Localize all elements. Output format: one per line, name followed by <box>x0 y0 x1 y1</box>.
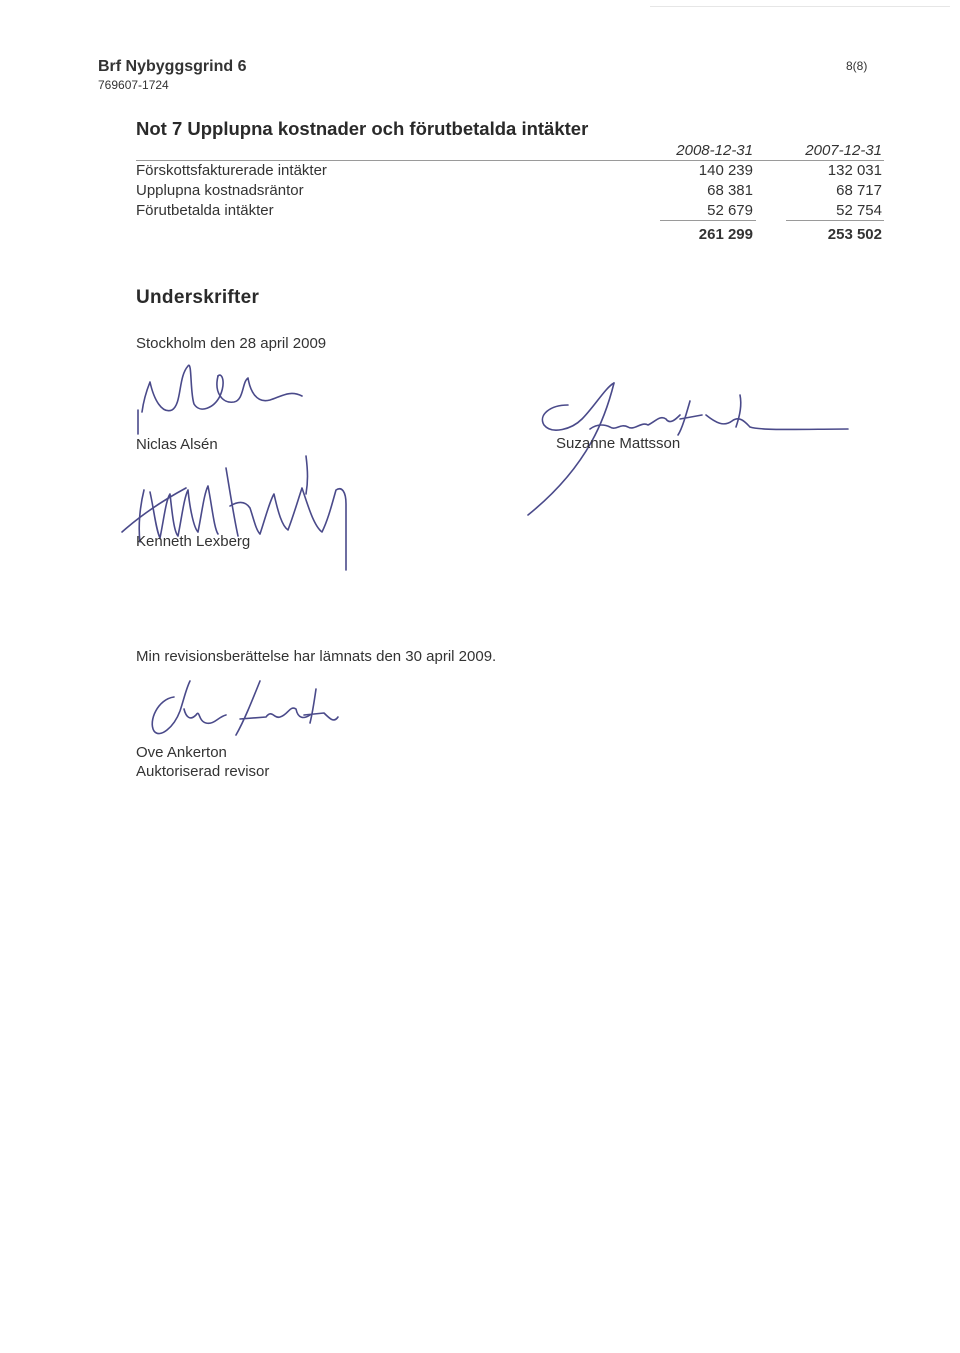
signatures-heading: Underskrifter <box>136 287 260 308</box>
total-2008: 261 299 <box>698 226 753 243</box>
signature-lexberg <box>110 446 370 576</box>
place-and-date: Stockholm den 28 april 2009 <box>136 335 327 352</box>
signatory-name-alsen: Niclas Alsén <box>136 436 218 453</box>
totals-row <box>136 225 884 245</box>
note-table <box>136 141 884 245</box>
auditor-title: Auktoriserad revisor <box>136 763 270 780</box>
total-2007: 253 502 <box>827 226 882 243</box>
row-value-2008: 68 381 <box>707 182 753 199</box>
organization-name: Brf Nybyggsgrind 6 <box>98 58 247 75</box>
row-value-2008: 52 679 <box>707 202 753 219</box>
table-row <box>136 201 884 221</box>
table-row <box>136 181 884 201</box>
page-number: 8(8) <box>846 59 868 73</box>
row-label: Förskottsfakturerade intäkter <box>136 162 327 179</box>
row-value-2007: 52 754 <box>836 202 882 219</box>
audit-statement: Min revisionsberättelse har lämnats den 30 april 2009. <box>136 648 497 665</box>
signatory-name-lexberg: Kenneth Lexberg <box>136 533 251 550</box>
signature-auditor <box>140 675 340 745</box>
row-value-2007: 68 717 <box>836 182 882 199</box>
row-value-2007: 132 031 <box>827 162 882 179</box>
column-header-2007: 2007-12-31 <box>805 142 882 159</box>
row-label: Upplupna kostnadsräntor <box>136 182 304 199</box>
table-row <box>136 161 884 181</box>
row-label: Förutbetalda intäkter <box>136 202 274 219</box>
signatory-name-mattsson: Suzanne Mattsson <box>556 435 681 452</box>
organization-number: 769607-1724 <box>98 78 169 92</box>
column-header-2008: 2008-12-31 <box>676 142 753 159</box>
page-top-edge-line <box>650 6 950 7</box>
auditor-name: Ove Ankerton <box>136 744 227 761</box>
table-header-row <box>136 141 884 161</box>
row-value-2008: 140 239 <box>698 162 753 179</box>
note-title: Not 7 Upplupna kostnader och förutbetalda intäkter <box>136 118 589 139</box>
